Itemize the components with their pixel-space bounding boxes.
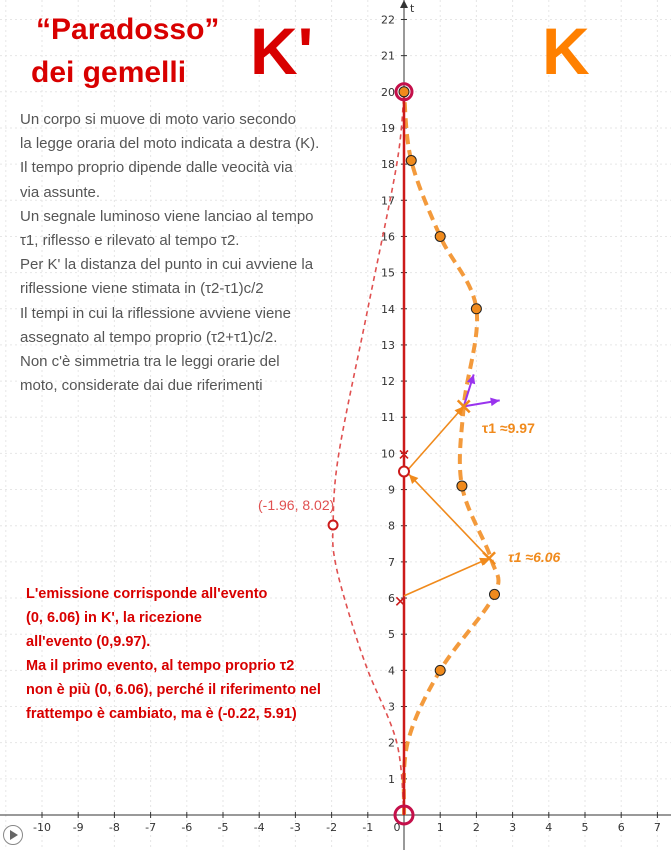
desc-line: Un corpo si muove di moto vario secondo (20, 111, 296, 128)
desc-line: Non c'è simmetria tra le leggi orarie del (20, 353, 280, 371)
event-circle (399, 466, 409, 476)
y-tick-label: 8 (388, 519, 395, 533)
note (26, 582, 366, 726)
x-tick-label: -10 (33, 821, 51, 834)
title-line1: “Paradosso” (36, 13, 220, 46)
path-marker (435, 231, 445, 241)
y-tick-label: 7 (388, 555, 395, 569)
x-tick-label: -4 (253, 821, 265, 834)
y-tick-label: 15 (381, 266, 395, 280)
y-tick-label: 4 (388, 664, 395, 678)
point-label: (-1.96, 8.02) (258, 497, 335, 513)
x-tick-label: -8 (108, 821, 120, 834)
path-marker (490, 589, 500, 599)
x-tick-label: -3 (289, 821, 301, 834)
x-tick-label: 0 (393, 821, 401, 834)
note-line: (0, 6.06) in K', la ricezione (26, 610, 202, 626)
path-marker (471, 304, 481, 314)
signal-arrow-out-2 (409, 406, 464, 468)
y-axis-label: t (410, 2, 415, 15)
play-button[interactable] (3, 825, 23, 845)
k-prime-point (329, 520, 338, 529)
desc-line: riflessione viene stimata in (τ2-τ1)c/2 (20, 280, 264, 298)
y-tick-label: 3 (388, 700, 395, 714)
desc-line: assegnato al tempo proprio (τ2+τ1)c/2. (20, 328, 278, 346)
x-tick-label: 3 (509, 821, 517, 834)
signal-arrow-back-1 (409, 474, 489, 558)
description (20, 108, 380, 398)
y-tick-label: 2 (388, 736, 395, 750)
note-line: all'evento (0,9.97). (26, 634, 151, 650)
desc-line: la legge oraria del moto indicata a destra (K). (20, 135, 320, 153)
note-line: frattempo è cambiato, ma è (-0.22, 5.91) (26, 706, 297, 722)
y-tick-label: 14 (381, 302, 395, 316)
desc-line: Il tempi in cui la riflessione avviene viene (20, 304, 291, 322)
y-tick-label: 22 (381, 13, 395, 27)
x-tick-label: 5 (581, 821, 589, 834)
y-tick-label: 12 (381, 375, 395, 389)
y-tick-label: 17 (381, 194, 395, 208)
desc-line: Il tempo proprio dipende dalle veocità via (20, 159, 293, 177)
x-tick-label: -6 (181, 821, 193, 834)
note-line: Ma il primo evento, al tempo proprio τ2 (26, 658, 295, 674)
velocity-vector-x-head (490, 398, 500, 407)
y-tick-label: 11 (381, 411, 395, 425)
x-tick-label: -5 (217, 821, 229, 834)
frame-k-label: K (542, 14, 590, 88)
x-tick-label: 7 (653, 821, 661, 834)
y-tick-label: 20 (381, 85, 395, 99)
x-tick-label: 1 (436, 821, 444, 834)
desc-line: via assunte. (20, 183, 101, 201)
y-tick-label: 19 (381, 121, 395, 135)
y-tick-label: 6 (388, 592, 395, 606)
desc-line: Un segnale luminoso viene lanciao al tempo (20, 207, 314, 225)
x-tick-label: -1 (362, 821, 374, 834)
y-tick-label: 16 (381, 230, 395, 244)
x-tick-label: -9 (72, 821, 84, 834)
x-tick-label: 4 (545, 821, 553, 834)
desc-line: τ1, riflesso e rilevato al tempo τ2. (20, 232, 240, 250)
y-tick-label: 21 (381, 49, 395, 63)
tau-label-lower: τ1 ≈6.06 (508, 549, 561, 565)
y-tick-label: 5 (388, 628, 395, 642)
y-tick-label: 18 (381, 158, 395, 172)
desc-line: moto, considerate dai due riferimenti (20, 377, 263, 395)
y-tick-label: 13 (381, 338, 395, 352)
title-line2: dei gemelli (31, 56, 187, 89)
path-marker (435, 665, 445, 675)
note-line: L'emissione corrisponde all'evento (26, 586, 268, 602)
x-tick-label: 2 (472, 821, 480, 834)
x-tick-label: -7 (145, 821, 157, 834)
path-marker (457, 481, 467, 491)
x-tick-label: 6 (617, 821, 625, 834)
path-marker (406, 156, 416, 166)
y-tick-label: 9 (388, 483, 395, 497)
y-tick-label: 1 (388, 772, 395, 786)
frame-k-prime-label: K' (250, 14, 314, 88)
desc-line: Per K' la distanza del punto in cui avviene la (20, 256, 314, 274)
note-line: non è più (0, 6.06), perché il riferimento nel (26, 682, 321, 698)
y-axis-arrow (400, 0, 408, 8)
y-tick-label: 10 (381, 447, 395, 461)
path-marker (399, 87, 409, 97)
tau-label-upper: τ1 ≈9.97 (482, 420, 535, 436)
x-tick-label: -2 (326, 821, 338, 834)
